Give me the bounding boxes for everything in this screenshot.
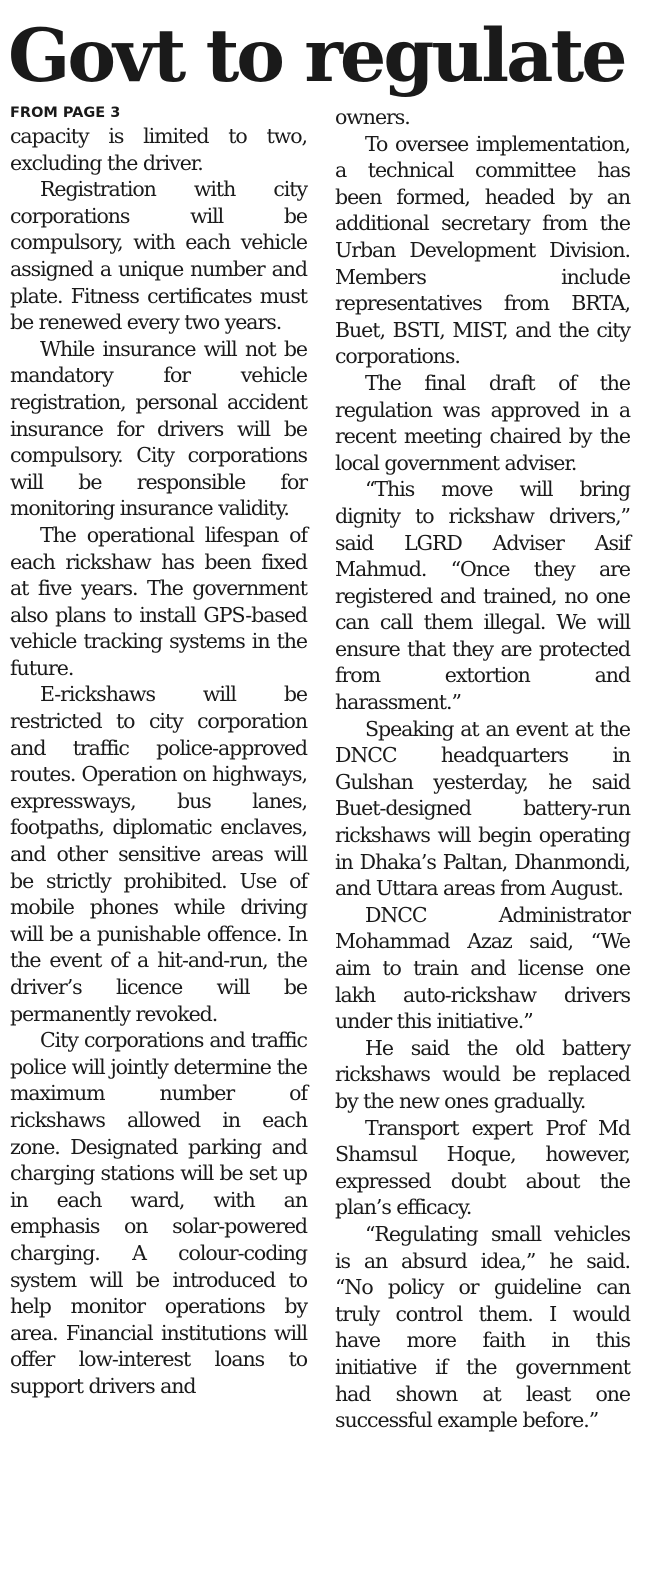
article-paragraph: E-rickshaws will be restricted to city corporation and traffic police-approved routes. Operation on highways, expressways, bus lanes, footpaths, diplomatic enclaves, and other sensitive areas will be strictly prohibited. Use of mobile phones while driving will be a punishable offence. In the event of a hit-and-run, the driver’s licence will be permanently revoked. [10, 682, 307, 1026]
headline: Govt to regulate [8, 13, 625, 99]
article-paragraph: DNCC Administrator Mohammad Azaz said, “We aim to train and license one lakh auto-rickshaw drivers under this initiative.” [335, 902, 630, 1034]
article-paragraph: capacity is limited to two, excluding the driver. [10, 124, 307, 175]
article-paragraph: Registration with city corporations will be compulsory, with each vehicle assigned a unique number and plate. Fitness certificates must be renewed every two years. [10, 177, 307, 335]
continuation-kicker: FROM PAGE 3 [10, 105, 121, 121]
article-paragraph: While insurance will not be mandatory for vehicle registration, personal accident insurance for drivers will be compulsory. City corporations will be responsible for monitoring insurance validity. [10, 336, 307, 521]
article-column-left [10, 104, 307, 1400]
article-paragraph: “Regulating small vehicles is an absurd idea,” he said. “No policy or guideline can truly control them. I would have more faith in this initiative if the government had shown at least one successful example before.” [335, 1221, 630, 1433]
article-paragraph: The final draft of the regulation was approved in a recent meeting chaired by the local government adviser. [335, 370, 630, 475]
article-paragraph: To oversee implementation, a technical committee has been formed, headed by an additional secretary from the Urban Development Division. Members include representatives from BRTA, Buet, BSTI, MIST, and the city corporations. [335, 131, 630, 369]
article-paragraph: The operational lifespan of each rickshaw has been fixed at five years. The government also plans to install GPS-based vehicle tracking systems in the future. [10, 522, 307, 680]
article-paragraph: Speaking at an event at the DNCC headquarters in Gulshan yesterday, he said Buet-designed battery-run rickshaws will begin operating in Dhaka’s Paltan, Dhanmondi, and Uttara areas from August. [335, 716, 630, 901]
article-paragraph: He said the old battery rickshaws would be replaced by the new ones gradually. [335, 1035, 630, 1113]
article-paragraph: Transport expert Prof Md Shamsul Hoque, however, expressed doubt about the plan’s efficacy. [335, 1115, 630, 1220]
article-paragraph: “This move will bring dignity to rickshaw drivers,” said LGRD Adviser Asif Mahmud. “Once they are registered and trained, no one can call them illegal. We will ensure that they are protected from extortion and harassment.” [335, 477, 630, 715]
article-paragraph: City corporations and traffic police will jointly determine the maximum number of rickshaws allowed in each zone. Designated parking and charging stations will be set up in each ward, with an emphasis on solar-powered charging. A colour-coding system will be introduced to help monitor operations by area. Financial institutions will offer low-interest loans to support drivers and [10, 1028, 307, 1398]
article-column-right [335, 104, 630, 1434]
article-paragraph: owners. [335, 105, 410, 129]
